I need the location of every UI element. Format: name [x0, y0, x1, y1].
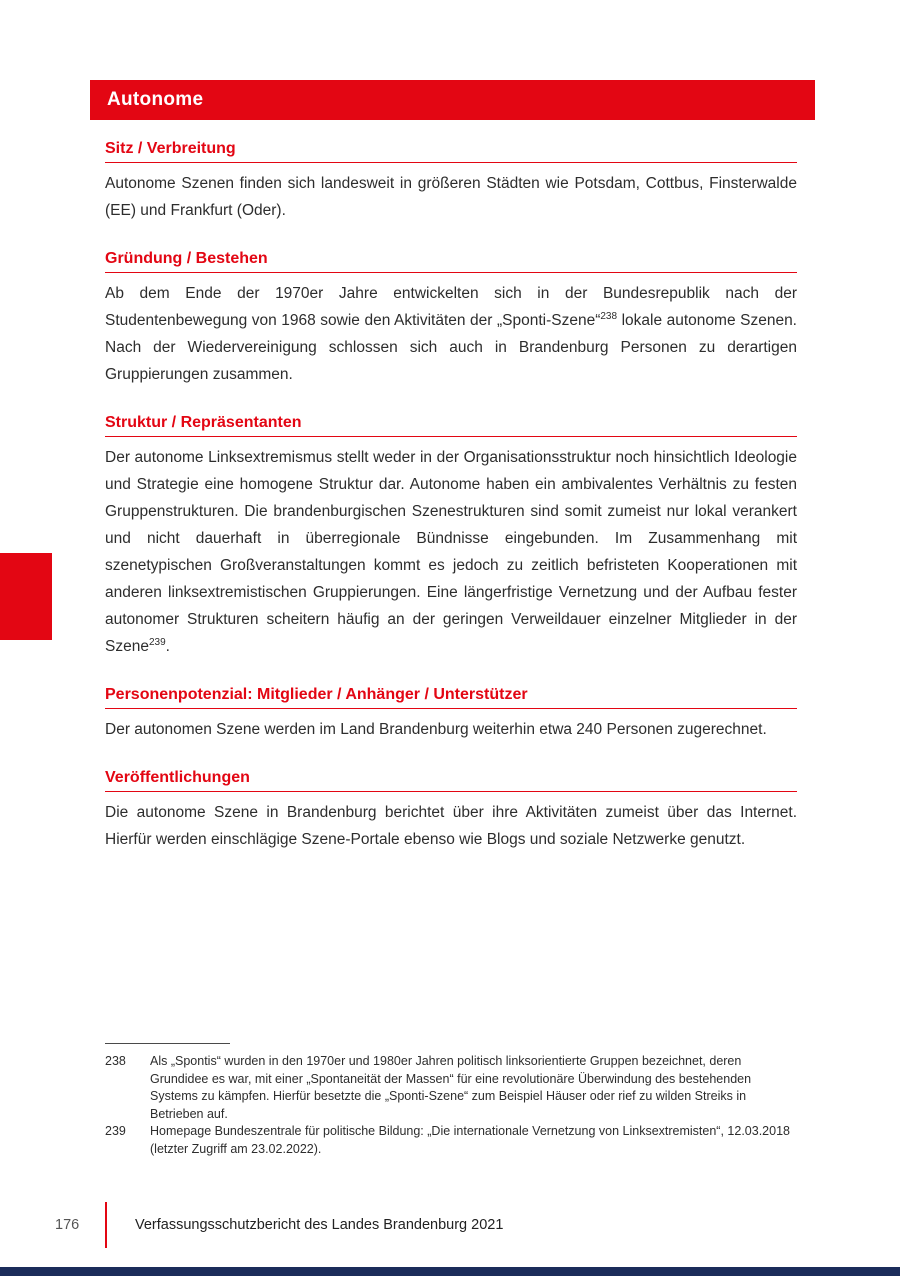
footnote-number: 238: [105, 1054, 126, 1068]
page-number: 176: [55, 1217, 80, 1233]
section-heading: Gründung / Bestehen: [105, 250, 797, 273]
section-paragraph: Ab dem Ende der 1970er Jahre entwickelten sich in der Bundesrepublik nach der Studentenbewegung von 1968 sowie den Aktivitäten der „Sponti-Szene“$^{238}$ lokale autonome Szenen. Nach der Wiedervereinigung schlossen sich auch in Brandenburg Personen zu derartigen Gruppierungen zusammen.: [105, 285, 797, 383]
chapter-banner: [90, 80, 815, 120]
footnote-list: [105, 1053, 797, 1158]
footnote-separator: [105, 1043, 230, 1044]
footer-title: Verfassungsschutzbericht des Landes Brandenburg 2021: [135, 1217, 504, 1233]
content-section: [105, 686, 797, 743]
content-section: [105, 250, 797, 388]
section-heading: Sitz / Verbreitung: [105, 140, 797, 163]
content-section: [105, 140, 797, 224]
section-heading: Struktur / Repräsentanten: [105, 414, 797, 437]
bottom-color-bar: [0, 1267, 900, 1276]
section-paragraph: Autonome Szenen finden sich landesweit in größeren Städten wie Potsdam, Cottbus, Finsterwalde (EE) und Frankfurt (Oder).: [105, 175, 797, 219]
footnotes-block: [105, 1043, 797, 1158]
footer-divider: [105, 1202, 107, 1248]
chapter-side-tab: [0, 553, 52, 640]
footnote-text: Homepage Bundeszentrale für politische Bildung: „Die internationale Vernetzung von Linksextremisten“, 12.03.2018 (letzter Zugriff am 23.02.2022).: [150, 1124, 790, 1156]
chapter-title: Autonome: [107, 89, 204, 110]
footnote-number: 239: [105, 1124, 126, 1138]
page-footer: [0, 1202, 900, 1248]
section-paragraph: Der autonome Linksextremismus stellt weder in der Organisationsstruktur noch hinsichtlich Ideologie und Strategie eine homogene Struktur dar. Autonome haben ein ambivalentes Verhältnis zu festen Gruppenstrukturen. Die brandenburgischen Szenestrukturen sind somit zumeist nur lokal verankert und nicht dauerhaft in überregionale Bündnisse eingebunden. Im Zusammenhang mit szenetypischen Großveranstaltungen kommt es jedoch zu zeitlich befristeten Kooperationen mit anderen linksextremistischen Gruppierungen. Eine längerfristige Vernetzung und der Aufbau fester autonomer Strukturen scheitern häufig an der geringen Verweildauer einzelner Mitglieder in der Szene$^{239}$.: [105, 449, 797, 655]
footnote-ref: 238: [600, 310, 618, 322]
footnote-text: Als „Spontis“ wurden in den 1970er und 1980er Jahren politisch linksorientierte Gruppen bezeichnet, deren Grundidee es war, mit einer „Spontaneität der Massen“ für eine revolutionäre Überwindung des bestehenden Systems zu kämpfen. Hierfür besetzte die „Sponti-Szene“ zum Beispiel Häuser oder rief zu wilden Streiks in Betrieben auf.: [150, 1054, 752, 1121]
footnote-ref: 239: [148, 636, 166, 648]
section-heading: Veröffentlichungen: [105, 769, 797, 792]
page-content: [105, 140, 797, 879]
section-heading: Personenpotenzial: Mitglieder / Anhänger / Unterstützer: [105, 686, 797, 709]
section-paragraph: Die autonome Szene in Brandenburg berichtet über ihre Aktivitäten zumeist über das Internet. Hierfür werden einschlägige Szene-Portale ebenso wie Blogs und soziale Netzwerke genutzt.: [105, 804, 797, 848]
footnote-item: [105, 1123, 797, 1158]
section-paragraph: Der autonomen Szene werden im Land Brandenburg weiterhin etwa 240 Personen zugerechnet.: [105, 721, 767, 738]
content-section: [105, 769, 797, 853]
footnote-item: [105, 1053, 797, 1123]
content-section: [105, 414, 797, 660]
